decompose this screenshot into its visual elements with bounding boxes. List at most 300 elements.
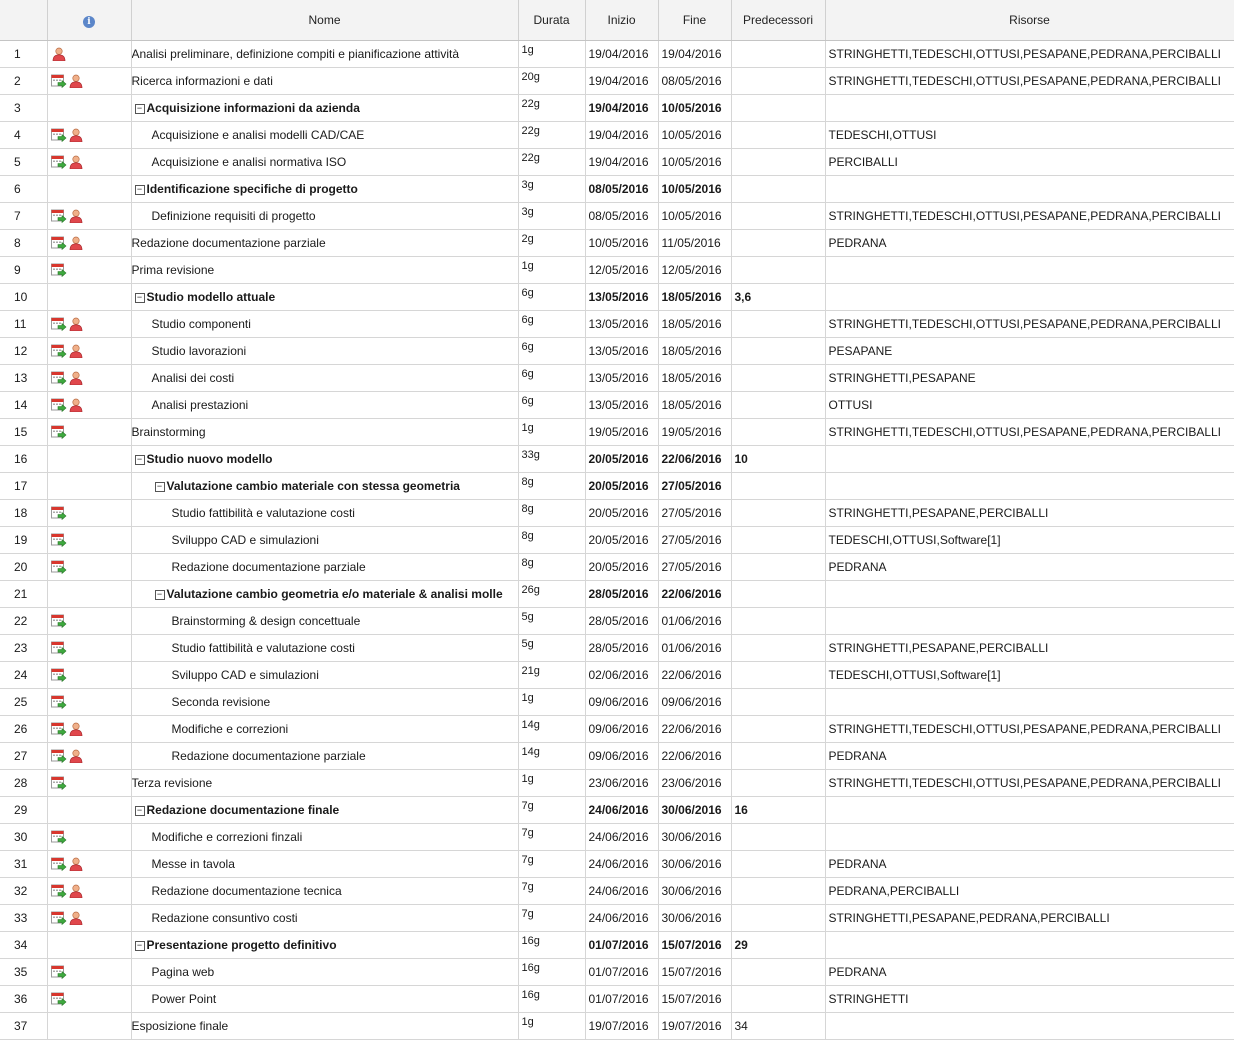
start-date-cell[interactable]: 09/06/2016 [585, 689, 658, 716]
row-number-cell[interactable]: 21 [0, 581, 47, 608]
predecessors-cell[interactable]: 16 [731, 797, 825, 824]
predecessors-cell[interactable] [731, 95, 825, 122]
task-name-cell[interactable] [131, 986, 518, 1013]
row-number-cell[interactable]: 30 [0, 824, 47, 851]
end-date-cell[interactable]: 10/05/2016 [658, 203, 731, 230]
task-name-cell[interactable] [131, 608, 518, 635]
end-date-cell[interactable]: 27/05/2016 [658, 554, 731, 581]
duration-cell[interactable]: 2g [518, 230, 585, 257]
row-number-cell[interactable]: 34 [0, 932, 47, 959]
duration-cell[interactable]: 6g [518, 338, 585, 365]
row-number-cell[interactable]: 23 [0, 635, 47, 662]
task-row[interactable] [0, 257, 1234, 284]
predecessors-cell[interactable] [731, 473, 825, 500]
row-number-cell[interactable]: 7 [0, 203, 47, 230]
task-row[interactable] [0, 392, 1234, 419]
end-date-cell[interactable]: 15/07/2016 [658, 986, 731, 1013]
predecessors-cell[interactable] [731, 338, 825, 365]
task-name-cell[interactable] [131, 365, 518, 392]
start-date-cell[interactable]: 13/05/2016 [585, 311, 658, 338]
row-number-cell[interactable]: 17 [0, 473, 47, 500]
resources-cell[interactable]: TEDESCHI,OTTUSI,Software[1] [825, 527, 1234, 554]
duration-cell[interactable]: 1g [518, 257, 585, 284]
duration-cell[interactable]: 14g [518, 716, 585, 743]
end-date-cell[interactable]: 18/05/2016 [658, 365, 731, 392]
start-date-cell[interactable]: 20/05/2016 [585, 473, 658, 500]
predecessors-cell[interactable] [731, 878, 825, 905]
resources-cell[interactable]: PEDRANA [825, 743, 1234, 770]
row-number-cell[interactable]: 36 [0, 986, 47, 1013]
resources-cell[interactable]: OTTUSI [825, 392, 1234, 419]
row-number-cell[interactable]: 24 [0, 662, 47, 689]
duration-cell[interactable]: 6g [518, 392, 585, 419]
resources-cell[interactable]: STRINGHETTI,TEDESCHI,OTTUSI,PESAPANE,PEDRANA,PERCIBALLI [825, 419, 1234, 446]
task-row[interactable] [0, 743, 1234, 770]
task-name-cell[interactable] [131, 41, 518, 68]
resources-cell[interactable] [825, 473, 1234, 500]
task-row[interactable] [0, 878, 1234, 905]
task-name-cell[interactable] [131, 257, 518, 284]
resources-cell[interactable]: TEDESCHI,OTTUSI [825, 122, 1234, 149]
start-date-cell[interactable]: 20/05/2016 [585, 527, 658, 554]
resources-cell[interactable]: STRINGHETTI,PESAPANE,PERCIBALLI [825, 500, 1234, 527]
task-row[interactable] [0, 230, 1234, 257]
task-name-cell[interactable] [131, 419, 518, 446]
resources-cell[interactable] [825, 608, 1234, 635]
predecessors-cell[interactable] [731, 419, 825, 446]
task-row[interactable] [0, 203, 1234, 230]
resources-cell[interactable] [825, 797, 1234, 824]
predecessors-cell[interactable]: 29 [731, 932, 825, 959]
predecessors-cell[interactable] [731, 716, 825, 743]
resources-cell[interactable]: STRINGHETTI,TEDESCHI,OTTUSI,PESAPANE,PEDRANA,PERCIBALLI [825, 203, 1234, 230]
resources-cell[interactable]: STRINGHETTI,TEDESCHI,OTTUSI,PESAPANE,PEDRANA,PERCIBALLI [825, 41, 1234, 68]
header-start[interactable]: Inizio [585, 0, 658, 41]
task-row[interactable] [0, 554, 1234, 581]
start-date-cell[interactable]: 28/05/2016 [585, 581, 658, 608]
task-row[interactable] [0, 473, 1234, 500]
predecessors-cell[interactable] [731, 311, 825, 338]
duration-cell[interactable]: 14g [518, 743, 585, 770]
start-date-cell[interactable]: 01/07/2016 [585, 959, 658, 986]
row-number-cell[interactable]: 10 [0, 284, 47, 311]
task-row[interactable] [0, 1013, 1234, 1040]
predecessors-cell[interactable] [731, 905, 825, 932]
task-row[interactable] [0, 959, 1234, 986]
task-row[interactable] [0, 716, 1234, 743]
start-date-cell[interactable]: 01/07/2016 [585, 932, 658, 959]
resources-cell[interactable] [825, 257, 1234, 284]
task-row[interactable] [0, 824, 1234, 851]
end-date-cell[interactable]: 15/07/2016 [658, 932, 731, 959]
duration-cell[interactable]: 8g [518, 473, 585, 500]
row-number-cell[interactable]: 32 [0, 878, 47, 905]
start-date-cell[interactable]: 01/07/2016 [585, 986, 658, 1013]
resources-cell[interactable]: PESAPANE [825, 338, 1234, 365]
collapse-toggle-icon[interactable]: − [155, 590, 165, 600]
task-row[interactable] [0, 419, 1234, 446]
task-name-cell[interactable] [131, 743, 518, 770]
duration-cell[interactable]: 16g [518, 959, 585, 986]
task-name-cell[interactable] [131, 284, 518, 311]
task-name-cell[interactable] [131, 824, 518, 851]
resources-cell[interactable]: STRINGHETTI [825, 986, 1234, 1013]
row-number-cell[interactable]: 19 [0, 527, 47, 554]
task-name-cell[interactable] [131, 554, 518, 581]
start-date-cell[interactable]: 24/06/2016 [585, 878, 658, 905]
start-date-cell[interactable]: 19/04/2016 [585, 149, 658, 176]
collapse-toggle-icon[interactable]: − [135, 185, 145, 195]
end-date-cell[interactable]: 08/05/2016 [658, 68, 731, 95]
task-row[interactable] [0, 932, 1234, 959]
start-date-cell[interactable]: 24/06/2016 [585, 851, 658, 878]
row-number-cell[interactable]: 8 [0, 230, 47, 257]
predecessors-cell[interactable] [731, 41, 825, 68]
task-row[interactable] [0, 581, 1234, 608]
predecessors-cell[interactable] [731, 149, 825, 176]
task-name-cell[interactable] [131, 1013, 518, 1040]
start-date-cell[interactable]: 20/05/2016 [585, 554, 658, 581]
end-date-cell[interactable]: 27/05/2016 [658, 473, 731, 500]
start-date-cell[interactable]: 28/05/2016 [585, 608, 658, 635]
task-name-cell[interactable] [131, 68, 518, 95]
task-name-cell[interactable] [131, 932, 518, 959]
row-number-cell[interactable]: 20 [0, 554, 47, 581]
end-date-cell[interactable]: 18/05/2016 [658, 392, 731, 419]
resources-cell[interactable]: STRINGHETTI,PESAPANE,PERCIBALLI [825, 635, 1234, 662]
duration-cell[interactable]: 26g [518, 581, 585, 608]
predecessors-cell[interactable] [731, 230, 825, 257]
row-number-cell[interactable]: 31 [0, 851, 47, 878]
duration-cell[interactable]: 16g [518, 932, 585, 959]
duration-cell[interactable]: 22g [518, 149, 585, 176]
predecessors-cell[interactable] [731, 176, 825, 203]
row-number-cell[interactable]: 27 [0, 743, 47, 770]
start-date-cell[interactable]: 19/07/2016 [585, 1013, 658, 1040]
start-date-cell[interactable]: 08/05/2016 [585, 203, 658, 230]
collapse-toggle-icon[interactable]: − [135, 293, 145, 303]
row-number-cell[interactable]: 33 [0, 905, 47, 932]
row-number-cell[interactable]: 1 [0, 41, 47, 68]
task-row[interactable] [0, 527, 1234, 554]
task-row[interactable] [0, 446, 1234, 473]
predecessors-cell[interactable] [731, 635, 825, 662]
resources-cell[interactable]: PEDRANA [825, 230, 1234, 257]
resources-cell[interactable]: STRINGHETTI,PESAPANE [825, 365, 1234, 392]
duration-cell[interactable]: 22g [518, 95, 585, 122]
duration-cell[interactable]: 5g [518, 608, 585, 635]
end-date-cell[interactable]: 01/06/2016 [658, 635, 731, 662]
predecessors-cell[interactable] [731, 824, 825, 851]
task-name-cell[interactable] [131, 122, 518, 149]
row-number-cell[interactable]: 3 [0, 95, 47, 122]
duration-cell[interactable]: 16g [518, 986, 585, 1013]
predecessors-cell[interactable] [731, 608, 825, 635]
end-date-cell[interactable]: 09/06/2016 [658, 689, 731, 716]
end-date-cell[interactable]: 30/06/2016 [658, 797, 731, 824]
start-date-cell[interactable]: 10/05/2016 [585, 230, 658, 257]
duration-cell[interactable]: 5g [518, 635, 585, 662]
collapse-toggle-icon[interactable]: − [135, 455, 145, 465]
resources-cell[interactable]: STRINGHETTI,TEDESCHI,OTTUSI,PESAPANE,PEDRANA,PERCIBALLI [825, 716, 1234, 743]
start-date-cell[interactable]: 24/06/2016 [585, 797, 658, 824]
task-row[interactable] [0, 986, 1234, 1013]
duration-cell[interactable]: 1g [518, 419, 585, 446]
end-date-cell[interactable]: 22/06/2016 [658, 743, 731, 770]
end-date-cell[interactable]: 19/05/2016 [658, 419, 731, 446]
task-name-cell[interactable] [131, 500, 518, 527]
duration-cell[interactable]: 3g [518, 203, 585, 230]
task-row[interactable] [0, 122, 1234, 149]
task-row[interactable] [0, 95, 1234, 122]
predecessors-cell[interactable] [731, 68, 825, 95]
end-date-cell[interactable]: 01/06/2016 [658, 608, 731, 635]
row-number-cell[interactable]: 6 [0, 176, 47, 203]
row-number-cell[interactable]: 4 [0, 122, 47, 149]
duration-cell[interactable]: 3g [518, 176, 585, 203]
task-name-cell[interactable] [131, 203, 518, 230]
task-name-cell[interactable] [131, 149, 518, 176]
predecessors-cell[interactable] [731, 689, 825, 716]
header-name[interactable]: Nome [131, 0, 518, 41]
duration-cell[interactable]: 22g [518, 122, 585, 149]
end-date-cell[interactable]: 22/06/2016 [658, 662, 731, 689]
predecessors-cell[interactable] [731, 203, 825, 230]
task-name-cell[interactable] [131, 635, 518, 662]
predecessors-cell[interactable] [731, 257, 825, 284]
duration-cell[interactable]: 7g [518, 905, 585, 932]
header-row-number[interactable] [0, 0, 47, 41]
row-number-cell[interactable]: 5 [0, 149, 47, 176]
predecessors-cell[interactable]: 3,6 [731, 284, 825, 311]
task-name-cell[interactable] [131, 581, 518, 608]
duration-cell[interactable]: 7g [518, 878, 585, 905]
header-end[interactable]: Fine [658, 0, 731, 41]
start-date-cell[interactable]: 19/04/2016 [585, 41, 658, 68]
task-row[interactable] [0, 176, 1234, 203]
task-row[interactable] [0, 311, 1234, 338]
row-number-cell[interactable]: 35 [0, 959, 47, 986]
duration-cell[interactable]: 6g [518, 365, 585, 392]
predecessors-cell[interactable]: 10 [731, 446, 825, 473]
row-number-cell[interactable]: 13 [0, 365, 47, 392]
duration-cell[interactable]: 6g [518, 284, 585, 311]
task-name-cell[interactable] [131, 851, 518, 878]
resources-cell[interactable]: PEDRANA [825, 959, 1234, 986]
task-name-cell[interactable] [131, 797, 518, 824]
duration-cell[interactable]: 8g [518, 500, 585, 527]
end-date-cell[interactable]: 30/06/2016 [658, 905, 731, 932]
start-date-cell[interactable]: 20/05/2016 [585, 446, 658, 473]
start-date-cell[interactable]: 12/05/2016 [585, 257, 658, 284]
end-date-cell[interactable]: 15/07/2016 [658, 959, 731, 986]
start-date-cell[interactable]: 19/04/2016 [585, 122, 658, 149]
resources-cell[interactable]: PEDRANA [825, 554, 1234, 581]
predecessors-cell[interactable]: 34 [731, 1013, 825, 1040]
start-date-cell[interactable]: 24/06/2016 [585, 905, 658, 932]
task-name-cell[interactable] [131, 905, 518, 932]
duration-cell[interactable]: 1g [518, 41, 585, 68]
resources-cell[interactable]: STRINGHETTI,TEDESCHI,OTTUSI,PESAPANE,PEDRANA,PERCIBALLI [825, 770, 1234, 797]
row-number-cell[interactable]: 2 [0, 68, 47, 95]
row-number-cell[interactable]: 12 [0, 338, 47, 365]
predecessors-cell[interactable] [731, 986, 825, 1013]
start-date-cell[interactable]: 19/04/2016 [585, 95, 658, 122]
end-date-cell[interactable]: 10/05/2016 [658, 176, 731, 203]
end-date-cell[interactable]: 22/06/2016 [658, 716, 731, 743]
row-number-cell[interactable]: 25 [0, 689, 47, 716]
predecessors-cell[interactable] [731, 527, 825, 554]
predecessors-cell[interactable] [731, 851, 825, 878]
end-date-cell[interactable]: 19/04/2016 [658, 41, 731, 68]
task-name-cell[interactable] [131, 662, 518, 689]
start-date-cell[interactable]: 19/05/2016 [585, 419, 658, 446]
header-duration[interactable]: Durata [518, 0, 585, 41]
start-date-cell[interactable]: 24/06/2016 [585, 824, 658, 851]
task-name-cell[interactable] [131, 473, 518, 500]
task-name-cell[interactable] [131, 689, 518, 716]
task-row[interactable] [0, 41, 1234, 68]
end-date-cell[interactable]: 30/06/2016 [658, 851, 731, 878]
row-number-cell[interactable]: 11 [0, 311, 47, 338]
task-name-cell[interactable] [131, 527, 518, 554]
resources-cell[interactable] [825, 95, 1234, 122]
row-number-cell[interactable]: 16 [0, 446, 47, 473]
end-date-cell[interactable]: 10/05/2016 [658, 149, 731, 176]
row-number-cell[interactable]: 22 [0, 608, 47, 635]
task-name-cell[interactable] [131, 716, 518, 743]
row-number-cell[interactable]: 26 [0, 716, 47, 743]
collapse-toggle-icon[interactable]: − [135, 806, 145, 816]
end-date-cell[interactable]: 23/06/2016 [658, 770, 731, 797]
resources-cell[interactable] [825, 581, 1234, 608]
header-info[interactable] [47, 0, 131, 41]
resources-cell[interactable] [825, 1013, 1234, 1040]
start-date-cell[interactable]: 02/06/2016 [585, 662, 658, 689]
task-name-cell[interactable] [131, 959, 518, 986]
task-row[interactable] [0, 770, 1234, 797]
duration-cell[interactable]: 1g [518, 770, 585, 797]
duration-cell[interactable]: 8g [518, 527, 585, 554]
duration-cell[interactable]: 8g [518, 554, 585, 581]
start-date-cell[interactable]: 13/05/2016 [585, 284, 658, 311]
row-number-cell[interactable]: 14 [0, 392, 47, 419]
predecessors-cell[interactable] [731, 554, 825, 581]
duration-cell[interactable]: 20g [518, 68, 585, 95]
end-date-cell[interactable]: 18/05/2016 [658, 311, 731, 338]
start-date-cell[interactable]: 13/05/2016 [585, 338, 658, 365]
resources-cell[interactable] [825, 932, 1234, 959]
resources-cell[interactable]: STRINGHETTI,PESAPANE,PEDRANA,PERCIBALLI [825, 905, 1234, 932]
predecessors-cell[interactable] [731, 500, 825, 527]
end-date-cell[interactable]: 22/06/2016 [658, 446, 731, 473]
resources-cell[interactable] [825, 824, 1234, 851]
row-number-cell[interactable]: 28 [0, 770, 47, 797]
task-name-cell[interactable] [131, 95, 518, 122]
task-name-cell[interactable] [131, 176, 518, 203]
duration-cell[interactable]: 7g [518, 824, 585, 851]
task-name-cell[interactable] [131, 878, 518, 905]
resources-cell[interactable] [825, 176, 1234, 203]
predecessors-cell[interactable] [731, 662, 825, 689]
collapse-toggle-icon[interactable]: − [155, 482, 165, 492]
duration-cell[interactable]: 1g [518, 689, 585, 716]
start-date-cell[interactable]: 28/05/2016 [585, 635, 658, 662]
task-row[interactable] [0, 149, 1234, 176]
start-date-cell[interactable]: 09/06/2016 [585, 743, 658, 770]
collapse-toggle-icon[interactable]: − [135, 941, 145, 951]
task-name-cell[interactable] [131, 770, 518, 797]
task-name-cell[interactable] [131, 338, 518, 365]
row-number-cell[interactable]: 9 [0, 257, 47, 284]
task-row[interactable] [0, 797, 1234, 824]
task-name-cell[interactable] [131, 230, 518, 257]
task-row[interactable] [0, 365, 1234, 392]
row-number-cell[interactable]: 29 [0, 797, 47, 824]
predecessors-cell[interactable] [731, 770, 825, 797]
row-number-cell[interactable]: 15 [0, 419, 47, 446]
predecessors-cell[interactable] [731, 122, 825, 149]
start-date-cell[interactable]: 23/06/2016 [585, 770, 658, 797]
end-date-cell[interactable]: 10/05/2016 [658, 122, 731, 149]
end-date-cell[interactable]: 11/05/2016 [658, 230, 731, 257]
predecessors-cell[interactable] [731, 743, 825, 770]
end-date-cell[interactable]: 30/06/2016 [658, 878, 731, 905]
end-date-cell[interactable]: 19/07/2016 [658, 1013, 731, 1040]
task-row[interactable] [0, 689, 1234, 716]
resources-cell[interactable]: PEDRANA,PERCIBALLI [825, 878, 1234, 905]
task-row[interactable] [0, 338, 1234, 365]
row-number-cell[interactable]: 37 [0, 1013, 47, 1040]
start-date-cell[interactable]: 09/06/2016 [585, 716, 658, 743]
task-row[interactable] [0, 851, 1234, 878]
predecessors-cell[interactable] [731, 392, 825, 419]
predecessors-cell[interactable] [731, 959, 825, 986]
collapse-toggle-icon[interactable]: − [135, 104, 145, 114]
predecessors-cell[interactable] [731, 581, 825, 608]
start-date-cell[interactable]: 20/05/2016 [585, 500, 658, 527]
row-number-cell[interactable]: 18 [0, 500, 47, 527]
start-date-cell[interactable]: 13/05/2016 [585, 365, 658, 392]
header-resources[interactable]: Risorse [825, 0, 1234, 41]
task-row[interactable] [0, 662, 1234, 689]
resources-cell[interactable]: PERCIBALLI [825, 149, 1234, 176]
end-date-cell[interactable]: 18/05/2016 [658, 284, 731, 311]
end-date-cell[interactable]: 30/06/2016 [658, 824, 731, 851]
header-predecessors[interactable]: Predecessori [731, 0, 825, 41]
duration-cell[interactable]: 33g [518, 446, 585, 473]
start-date-cell[interactable]: 19/04/2016 [585, 68, 658, 95]
resources-cell[interactable]: STRINGHETTI,TEDESCHI,OTTUSI,PESAPANE,PEDRANA,PERCIBALLI [825, 311, 1234, 338]
end-date-cell[interactable]: 22/06/2016 [658, 581, 731, 608]
start-date-cell[interactable]: 08/05/2016 [585, 176, 658, 203]
resources-cell[interactable]: TEDESCHI,OTTUSI,Software[1] [825, 662, 1234, 689]
resources-cell[interactable] [825, 446, 1234, 473]
task-row[interactable] [0, 284, 1234, 311]
end-date-cell[interactable]: 27/05/2016 [658, 500, 731, 527]
end-date-cell[interactable]: 10/05/2016 [658, 95, 731, 122]
duration-cell[interactable]: 21g [518, 662, 585, 689]
resources-cell[interactable]: PEDRANA [825, 851, 1234, 878]
task-row[interactable] [0, 608, 1234, 635]
predecessors-cell[interactable] [731, 365, 825, 392]
duration-cell[interactable]: 1g [518, 1013, 585, 1040]
task-row[interactable] [0, 635, 1234, 662]
task-name-cell[interactable] [131, 392, 518, 419]
task-name-cell[interactable] [131, 446, 518, 473]
duration-cell[interactable]: 6g [518, 311, 585, 338]
end-date-cell[interactable]: 12/05/2016 [658, 257, 731, 284]
